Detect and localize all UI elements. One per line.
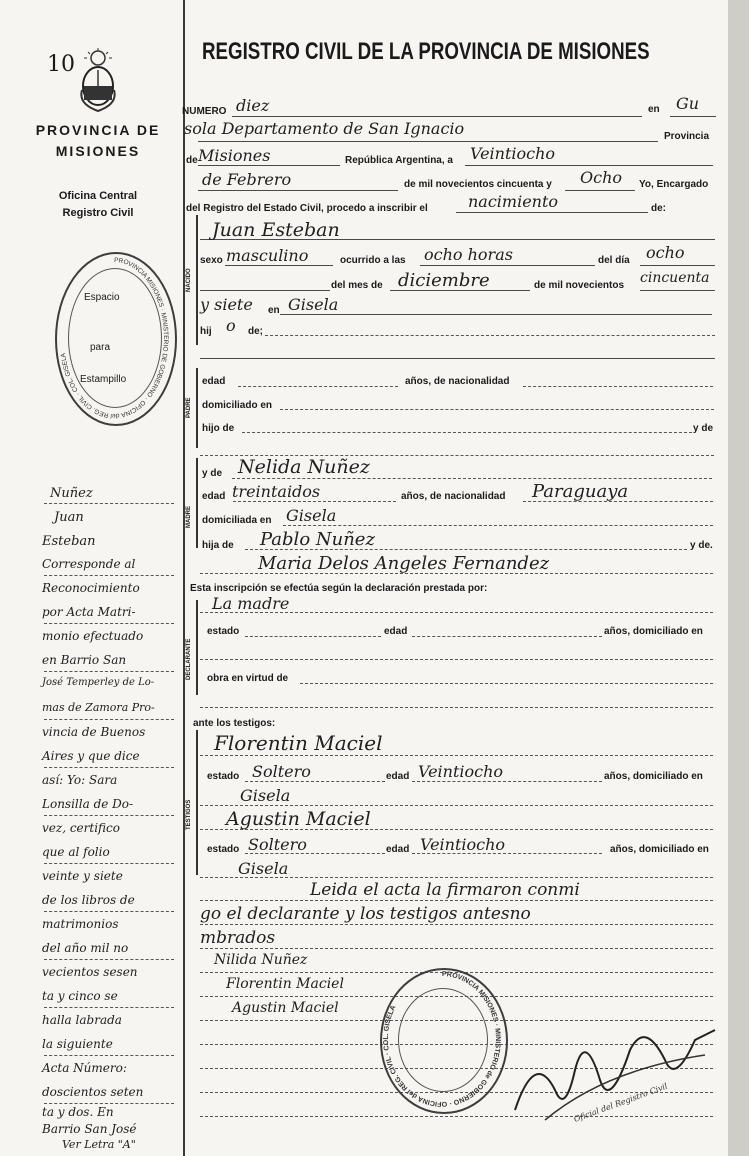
hw-lugar: sola Departamento de San Ignacio	[184, 119, 465, 138]
hw-nombre: Juan Esteban	[212, 219, 340, 241]
hw-t2-estado: Soltero	[248, 835, 307, 854]
label-estado-declarante: estado	[207, 626, 240, 637]
margin-line: monio efectuado	[42, 629, 144, 643]
margin-line: Corresponde al	[42, 557, 136, 571]
label-en: en	[648, 104, 660, 115]
label-en-lugar: en	[268, 305, 280, 316]
margin-line: ta y cinco se	[42, 989, 118, 1003]
label-de-colon: de:	[651, 203, 666, 214]
hw-madre-nac: Paraguaya	[532, 481, 629, 502]
margin-line: vez, certifico	[42, 821, 120, 835]
label-anos-dom-t2: años, domiciliado en	[610, 844, 709, 855]
document-title: REGISTRO CIVIL DE LA PROVINCIA DE MISIONES	[202, 38, 650, 65]
margin-line: Esteban	[42, 534, 96, 549]
margin-line: veinte y siete	[42, 869, 123, 883]
madre-bracket	[196, 458, 198, 548]
margin-line: así: Yo: Sara	[42, 773, 118, 787]
hw-t2-edad: Veintiocho	[420, 835, 506, 854]
label-anos-dom-t1: años, domiciliado en	[604, 771, 703, 782]
label-domiciliada: domiciliada en	[202, 515, 272, 526]
stamp-ring-text	[55, 252, 173, 422]
margin-line: mas de Zamora Pro-	[42, 701, 155, 714]
margin-line: halla labrada	[42, 1013, 122, 1027]
tag-madre: MADRE	[186, 506, 192, 528]
label-y-de-madre: y de	[202, 468, 223, 479]
label-inscripcion: Esta inscripción se efectúa según la declaración prestada por:	[190, 583, 488, 594]
hw-lugar-nac: Gisela	[288, 295, 339, 314]
margin-line: vecientos sesen	[42, 965, 138, 979]
hw-t2-dom: Gisela	[238, 859, 289, 878]
label-domiciliado-padre: domiciliado en	[202, 400, 273, 411]
label-anos-nac-madre: años, de nacionalidad	[401, 491, 506, 502]
label-hija-de: hija de	[202, 540, 234, 551]
margin-divider	[183, 0, 185, 1156]
province-name: MISIONES	[55, 143, 141, 159]
testigos-bracket	[196, 730, 198, 875]
svg-text:PROVINCIA MISIONES · MINISTERI	[383, 971, 501, 1107]
hw-mes: de Febrero	[202, 170, 292, 189]
label-estado-t1: estado	[207, 771, 240, 782]
label-edad-madre: edad	[202, 491, 226, 502]
tag-padre: PADRE	[186, 397, 192, 418]
hw-t1-dom: Gisela	[240, 786, 291, 805]
stamp-label-top: Espacio	[84, 292, 120, 303]
padre-bracket	[196, 368, 198, 448]
stamp-label-mid: para	[90, 342, 111, 353]
hw-firma-3: Agustin Maciel	[232, 1000, 339, 1016]
label-hij: hij	[200, 326, 212, 337]
hw-cierre-3: mbrados	[200, 928, 276, 948]
argentina-coat-of-arms-icon	[78, 48, 118, 119]
hw-declarante: La madre	[212, 594, 290, 613]
margin-line: ta y dos. En	[42, 1105, 114, 1119]
margin-line: por Acta Matri-	[42, 605, 136, 619]
hw-sexo: masculino	[226, 246, 309, 265]
label-edad-t2: edad	[386, 844, 410, 855]
stamp-ring-textpath: PROVINCIA MISIONES · MINISTERIO DE GOBIERNO · OFICINA del REG. CIVIL · COL. GISELA	[59, 256, 169, 420]
declarante-bracket	[196, 600, 198, 695]
margin-line: Nuñez	[50, 486, 93, 501]
label-estado-t2: estado	[207, 844, 240, 855]
margin-line: Ver Letra "A"	[62, 1138, 136, 1151]
margin-line: Barrio San José	[42, 1122, 137, 1136]
stamp-label-bottom: Estampillo	[80, 374, 127, 385]
registry-seal-textpath: PROVINCIA MISIONES · MINISTERIO de GOBIERNO · OFICINA del REG. CIVIL · COL. GISELA	[382, 970, 501, 1108]
label-edad-padre: edad	[202, 376, 226, 387]
label-obra: obra en virtud de	[207, 673, 289, 684]
hw-testigo2: Agustin Maciel	[226, 808, 371, 830]
hw-dia-nac: ocho	[646, 243, 685, 262]
label-edad-t1: edad	[386, 771, 410, 782]
hw-madre-madre: Maria Delos Angeles Fernandez	[258, 553, 550, 574]
hw-madre-dom: Gisela	[286, 506, 337, 525]
hw-numero: diez	[236, 96, 270, 115]
label-republica: República Argentina, a	[345, 155, 453, 166]
hw-hij: o	[226, 316, 236, 335]
margin-line: en Barrio San	[42, 653, 127, 667]
label-ocurrido: ocurrido a las	[340, 255, 406, 266]
label-numero: NUMERO	[182, 106, 227, 117]
tag-declarante: DECLARANTE	[186, 638, 192, 680]
label-anos-dom-declarante: años, domiciliado en	[604, 626, 703, 637]
hw-ano: Ocho	[580, 168, 623, 187]
svg-text:PROVINCIA MISIONES · MINISTERI	[60, 257, 169, 419]
hw-dia: Veintiocho	[470, 144, 556, 163]
hw-en: Gu	[676, 94, 700, 113]
label-y-de-hija: y de.	[690, 540, 713, 551]
nacido-bracket	[196, 215, 198, 345]
label-del-registro: del Registro del Estado Civil, procedo a inscribir el	[186, 203, 428, 214]
hw-madre-padre: Pablo Nuñez	[260, 529, 375, 550]
officer-stamp-text: Oficial del Registro Civil	[572, 1081, 669, 1124]
label-de: de	[186, 155, 198, 166]
hw-cierre-2: go el declarante y los testigos antesno	[200, 904, 531, 924]
label-yo: Yo, Encargado	[639, 179, 709, 190]
margin-line: que al folio	[42, 845, 110, 859]
margin-line: doscientos seten	[42, 1085, 144, 1099]
margin-line: Acta Número:	[42, 1061, 127, 1075]
officer-signature	[505, 1010, 725, 1130]
margin-line: Reconocimiento	[42, 581, 140, 595]
margin-line: Juan	[54, 510, 84, 525]
hw-acto: nacimiento	[468, 192, 559, 211]
margin-line: de los libros de	[42, 893, 135, 907]
page-edge	[728, 0, 749, 1156]
tag-nacido: NACIDO	[186, 268, 192, 292]
label-y-de-padre: y de	[693, 423, 714, 434]
margin-line: matrimonios	[42, 917, 119, 931]
label-provincia: Provincia	[664, 131, 710, 142]
margin-line: la siguiente	[42, 1037, 113, 1051]
province-label: PROVINCIA DE	[35, 122, 161, 138]
page-number: 10	[47, 52, 75, 77]
margin-line: Aires y que dice	[42, 749, 140, 763]
label-sexo: sexo	[200, 255, 223, 266]
label-edad-declarante: edad	[384, 626, 408, 637]
hw-ano-nac1: cincuenta	[640, 270, 710, 286]
margin-line: José Temperley de Lo-	[42, 677, 155, 688]
hw-firma-1: Nilida Nuñez	[214, 952, 308, 968]
hw-hora: ocho horas	[424, 245, 513, 264]
margin-line: del año mil no	[42, 941, 129, 955]
margin-line: Lonsilla de Do-	[42, 797, 134, 811]
label-anos-nac-padre: años, de nacionalidad	[405, 376, 510, 387]
hw-testigo1: Florentin Maciel	[214, 731, 383, 755]
label-de-semicolon: de;	[248, 326, 263, 337]
hw-ano-nac2: y siete	[200, 295, 253, 314]
hw-provincia: Misiones	[198, 146, 271, 165]
hw-madre-edad: treintaidos	[232, 482, 321, 501]
office-label: Oficina Central	[58, 190, 138, 202]
label-del-mes: del mes de	[331, 280, 383, 291]
label-del-dia: del día	[598, 255, 630, 266]
label-ante-testigos: ante los testigos:	[193, 718, 276, 729]
hw-t1-estado: Soltero	[252, 762, 311, 781]
hw-t1-edad: Veintiocho	[418, 762, 504, 781]
office-sublabel: Registro Civil	[62, 207, 134, 219]
label-hijo-de: hijo de	[202, 423, 235, 434]
hw-madre-nombre: Nelida Nuñez	[238, 456, 370, 478]
hw-cierre-1: Leida el acta la firmaron conmi	[310, 880, 580, 900]
hw-firma-2: Florentin Maciel	[226, 976, 344, 992]
label-de-mil: de mil novecientos cincuenta y	[404, 179, 552, 190]
registry-seal-ring-text	[380, 968, 504, 1110]
hw-mes-nac: diciembre	[398, 270, 490, 291]
label-de-mil-novecientos: de mil novecientos	[534, 280, 625, 291]
tag-testigos: TESTIGOS	[186, 799, 192, 830]
margin-line: vincia de Buenos	[42, 725, 146, 739]
